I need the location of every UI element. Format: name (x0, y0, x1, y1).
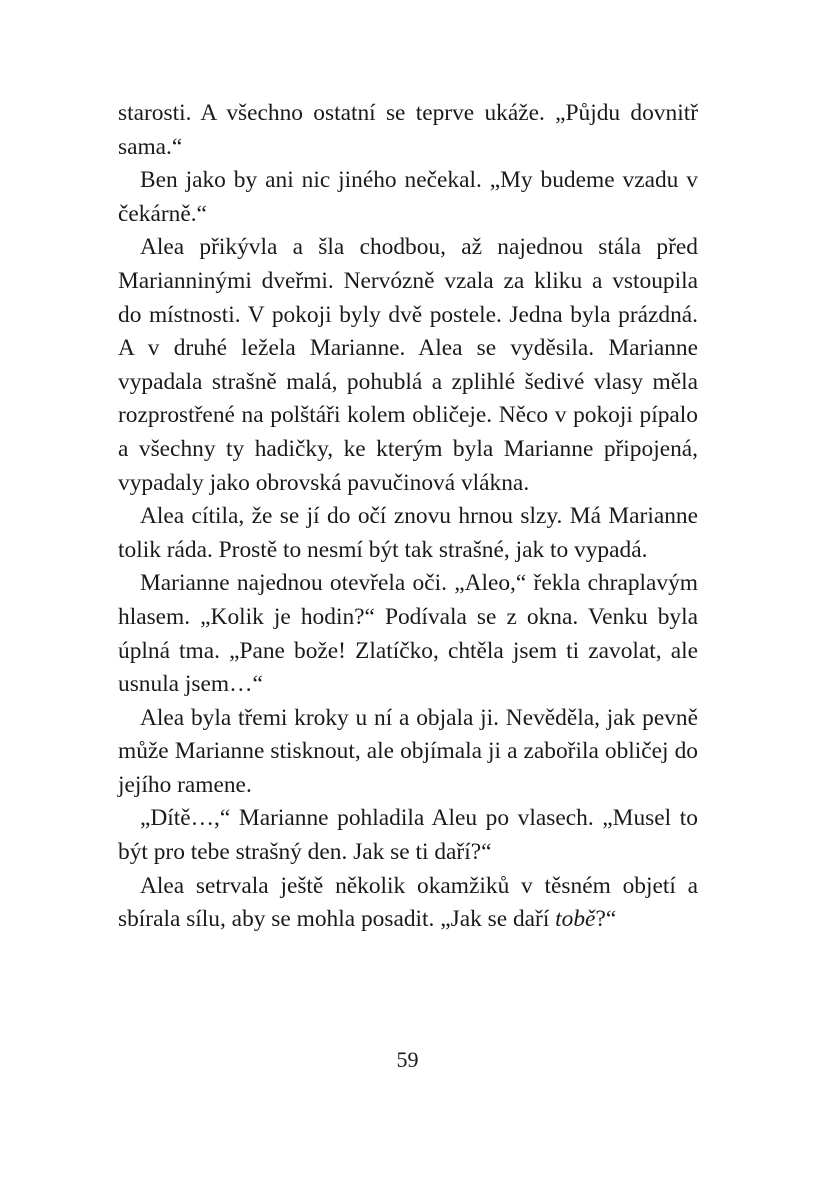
text-run: Alea setrvala ještě několik okamžiků v těsném objetí a sbírala sílu, aby se mohla posadit. „Jak se daří (118, 872, 698, 933)
paragraph: Marianne najednou otevřela oči. „Aleo,“ řekla chraplavým hlasem. „Kolik je hodin?“ Podívala se z okna. Venku byla úplná tma. „Pane bože! Zlatíčko, chtěla jsem ti zavolat, ale usnula jsem…“ (118, 570, 698, 698)
paragraph: Alea byla třemi kroky u ní a objala ji. Nevěděla, jak pevně může Marianne stisknout, ale objímala ji a zabořila obličej do jejího ramene. (118, 704, 698, 798)
italic-emphasis: tobě (555, 906, 596, 933)
paragraph-continued: starosti. A všechno ostatní se teprve ukáže. „Půjdu dovnitř sama.“ (118, 100, 698, 160)
book-page-text (118, 97, 698, 937)
page-number: 59 (396, 1047, 419, 1072)
text-run: ?“ (595, 906, 617, 933)
paragraph: „Dítě…,“ Marianne pohladila Aleu po vlasech. „Musel to být pro tebe strašný den. Jak se ti daří?“ (118, 805, 698, 866)
paragraph: Alea přikývla a šla chodbou, až najednou stála před Marianninými dveřmi. Nervózně vzala za kliku a vstoupila do místnosti. V pokoji byly dvě postele. Jedna byla prázdná. A v druhé ležela Marianne. Alea se vyděsila. Marianne vypadala strašně malá, pohublá a zplihlé šedivé vlasy měla rozprostřené na polštáři kolem obličeje. Něco v pokoji pípalo a všechny ty hadičky, ke kterým byla Marianne připojená, vypadaly jako obrovská pavučinová vlákna. (118, 234, 698, 496)
paragraph-last (118, 870, 698, 937)
paragraph: Ben jako by ani nic jiného nečekal. „My budeme vzadu v čekárně.“ (118, 167, 698, 227)
paragraph: Alea cítila, že se jí do očí znovu hrnou slzy. Má Marianne tolik ráda. Prostě to nesmí být tak strašné, jak to vypadá. (118, 503, 698, 563)
